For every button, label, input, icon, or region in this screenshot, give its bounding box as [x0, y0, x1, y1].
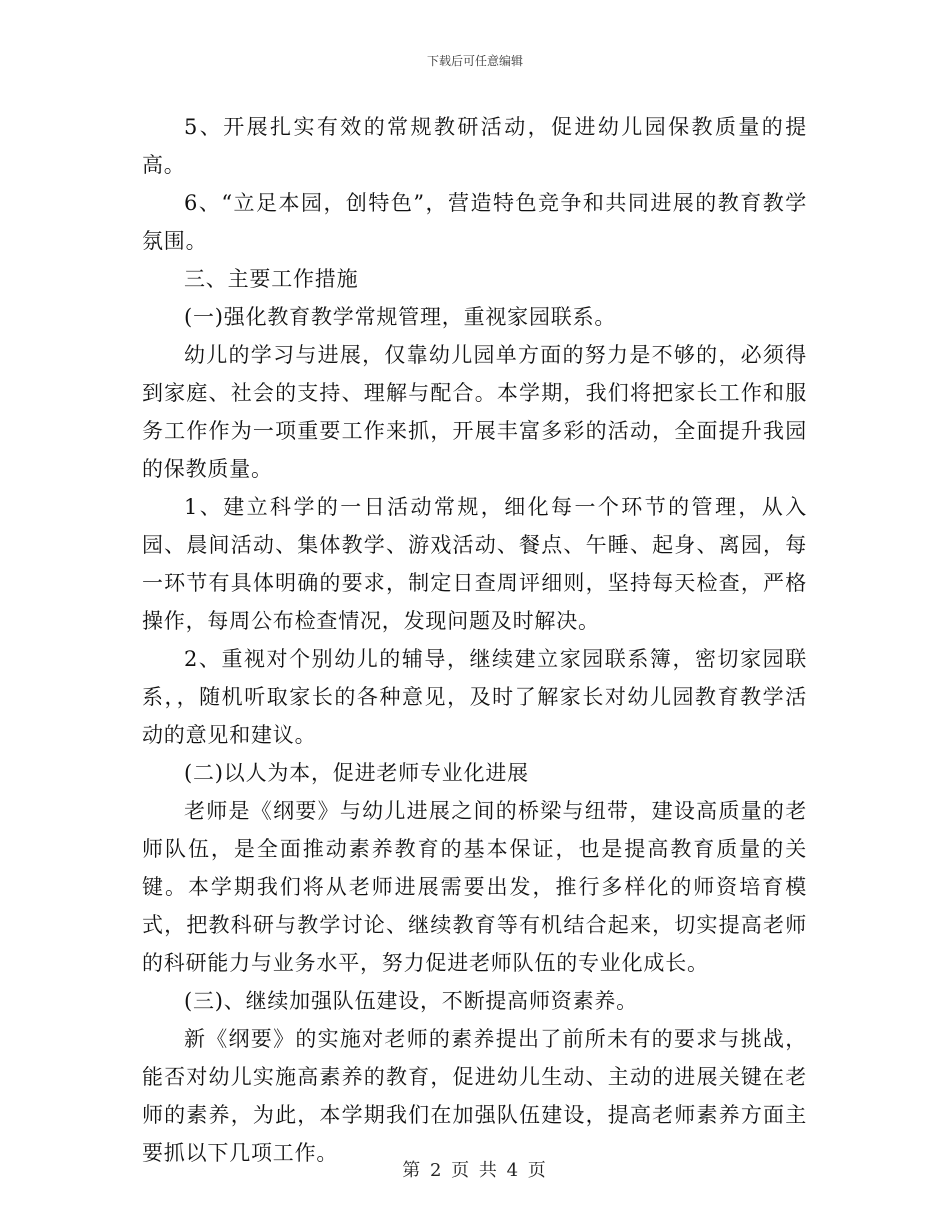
paragraph-item-6: 6、“立足本园，创特色”，营造特色竞争和共同进展的教育教学氛围。	[142, 191, 807, 253]
paragraph-teacher-development: 老师是《纲要》与幼儿进展之间的桥梁与纽带，建设高质量的老师队伍，是全面推动素养教育的基本保证，也是提高教育质量的关键。本学期我们将从老师进展需要出发，推行多样化的师资培育模式，把教科研与教学讨论、继续教育等有机结合起来，切实提高老师的科研能力与业务水平，努力促进老师队伍的专业化成长。	[142, 799, 807, 975]
page-number: 第 2 页 共 4 页	[402, 1160, 548, 1181]
paragraph-daily-routine: 1、建立科学的一日活动常规，细化每一个环节的管理，从入园、晨间活动、集体教学、游戏活动、餐点、午睡、起身、离园，每一环节有具体明确的要求，制定日查周评细则，坚持每天检查，严格操作，每周公布检查情况，发现问题及时解决。	[142, 495, 807, 633]
page-header-note: 下载后可任意编辑	[426, 54, 523, 68]
paragraph-teacher-quality: 新《纲要》的实施对老师的素养提出了前所未有的要求与挑战，能否对幼儿实施高素养的教育，促进幼儿生动、主动的进展关键在老师的素养，为此，本学期我们在加强队伍建设，提高老师素养方面主要抓以下几项工作。	[142, 1027, 807, 1165]
document-body	[142, 108, 807, 1172]
paragraph-family-cooperation: 幼儿的学习与进展，仅靠幼儿园单方面的努力是不够的，必须得到家庭、社会的支持、理解与配合。本学期，我们将把家长工作和服务工作作为一项重要工作来抓，开展丰富多彩的活动，全面提升我园的保教质量。	[142, 343, 807, 481]
subsection-heading-3: (三)、继续加强队伍建设，不断提高师资素养。	[184, 989, 638, 1013]
subsection-heading-2: (二)以人为本，促进老师专业化进展	[184, 761, 529, 785]
section-heading-measures: 三、主要工作措施	[184, 267, 359, 291]
paragraph-individual-guidance: 2、重视对个别幼儿的辅导，继续建立家园联系簿，密切家园联系，，随机听取家长的各种意见，及时了解家长对幼儿园教育教学活动的意见和建议。	[142, 647, 807, 747]
paragraph-item-5: 5、开展扎实有效的常规教研活动，促进幼儿园保教质量的提高。	[142, 115, 807, 177]
subsection-heading-1: (一)强化教育教学常规管理，重视家园联系。	[184, 305, 617, 329]
